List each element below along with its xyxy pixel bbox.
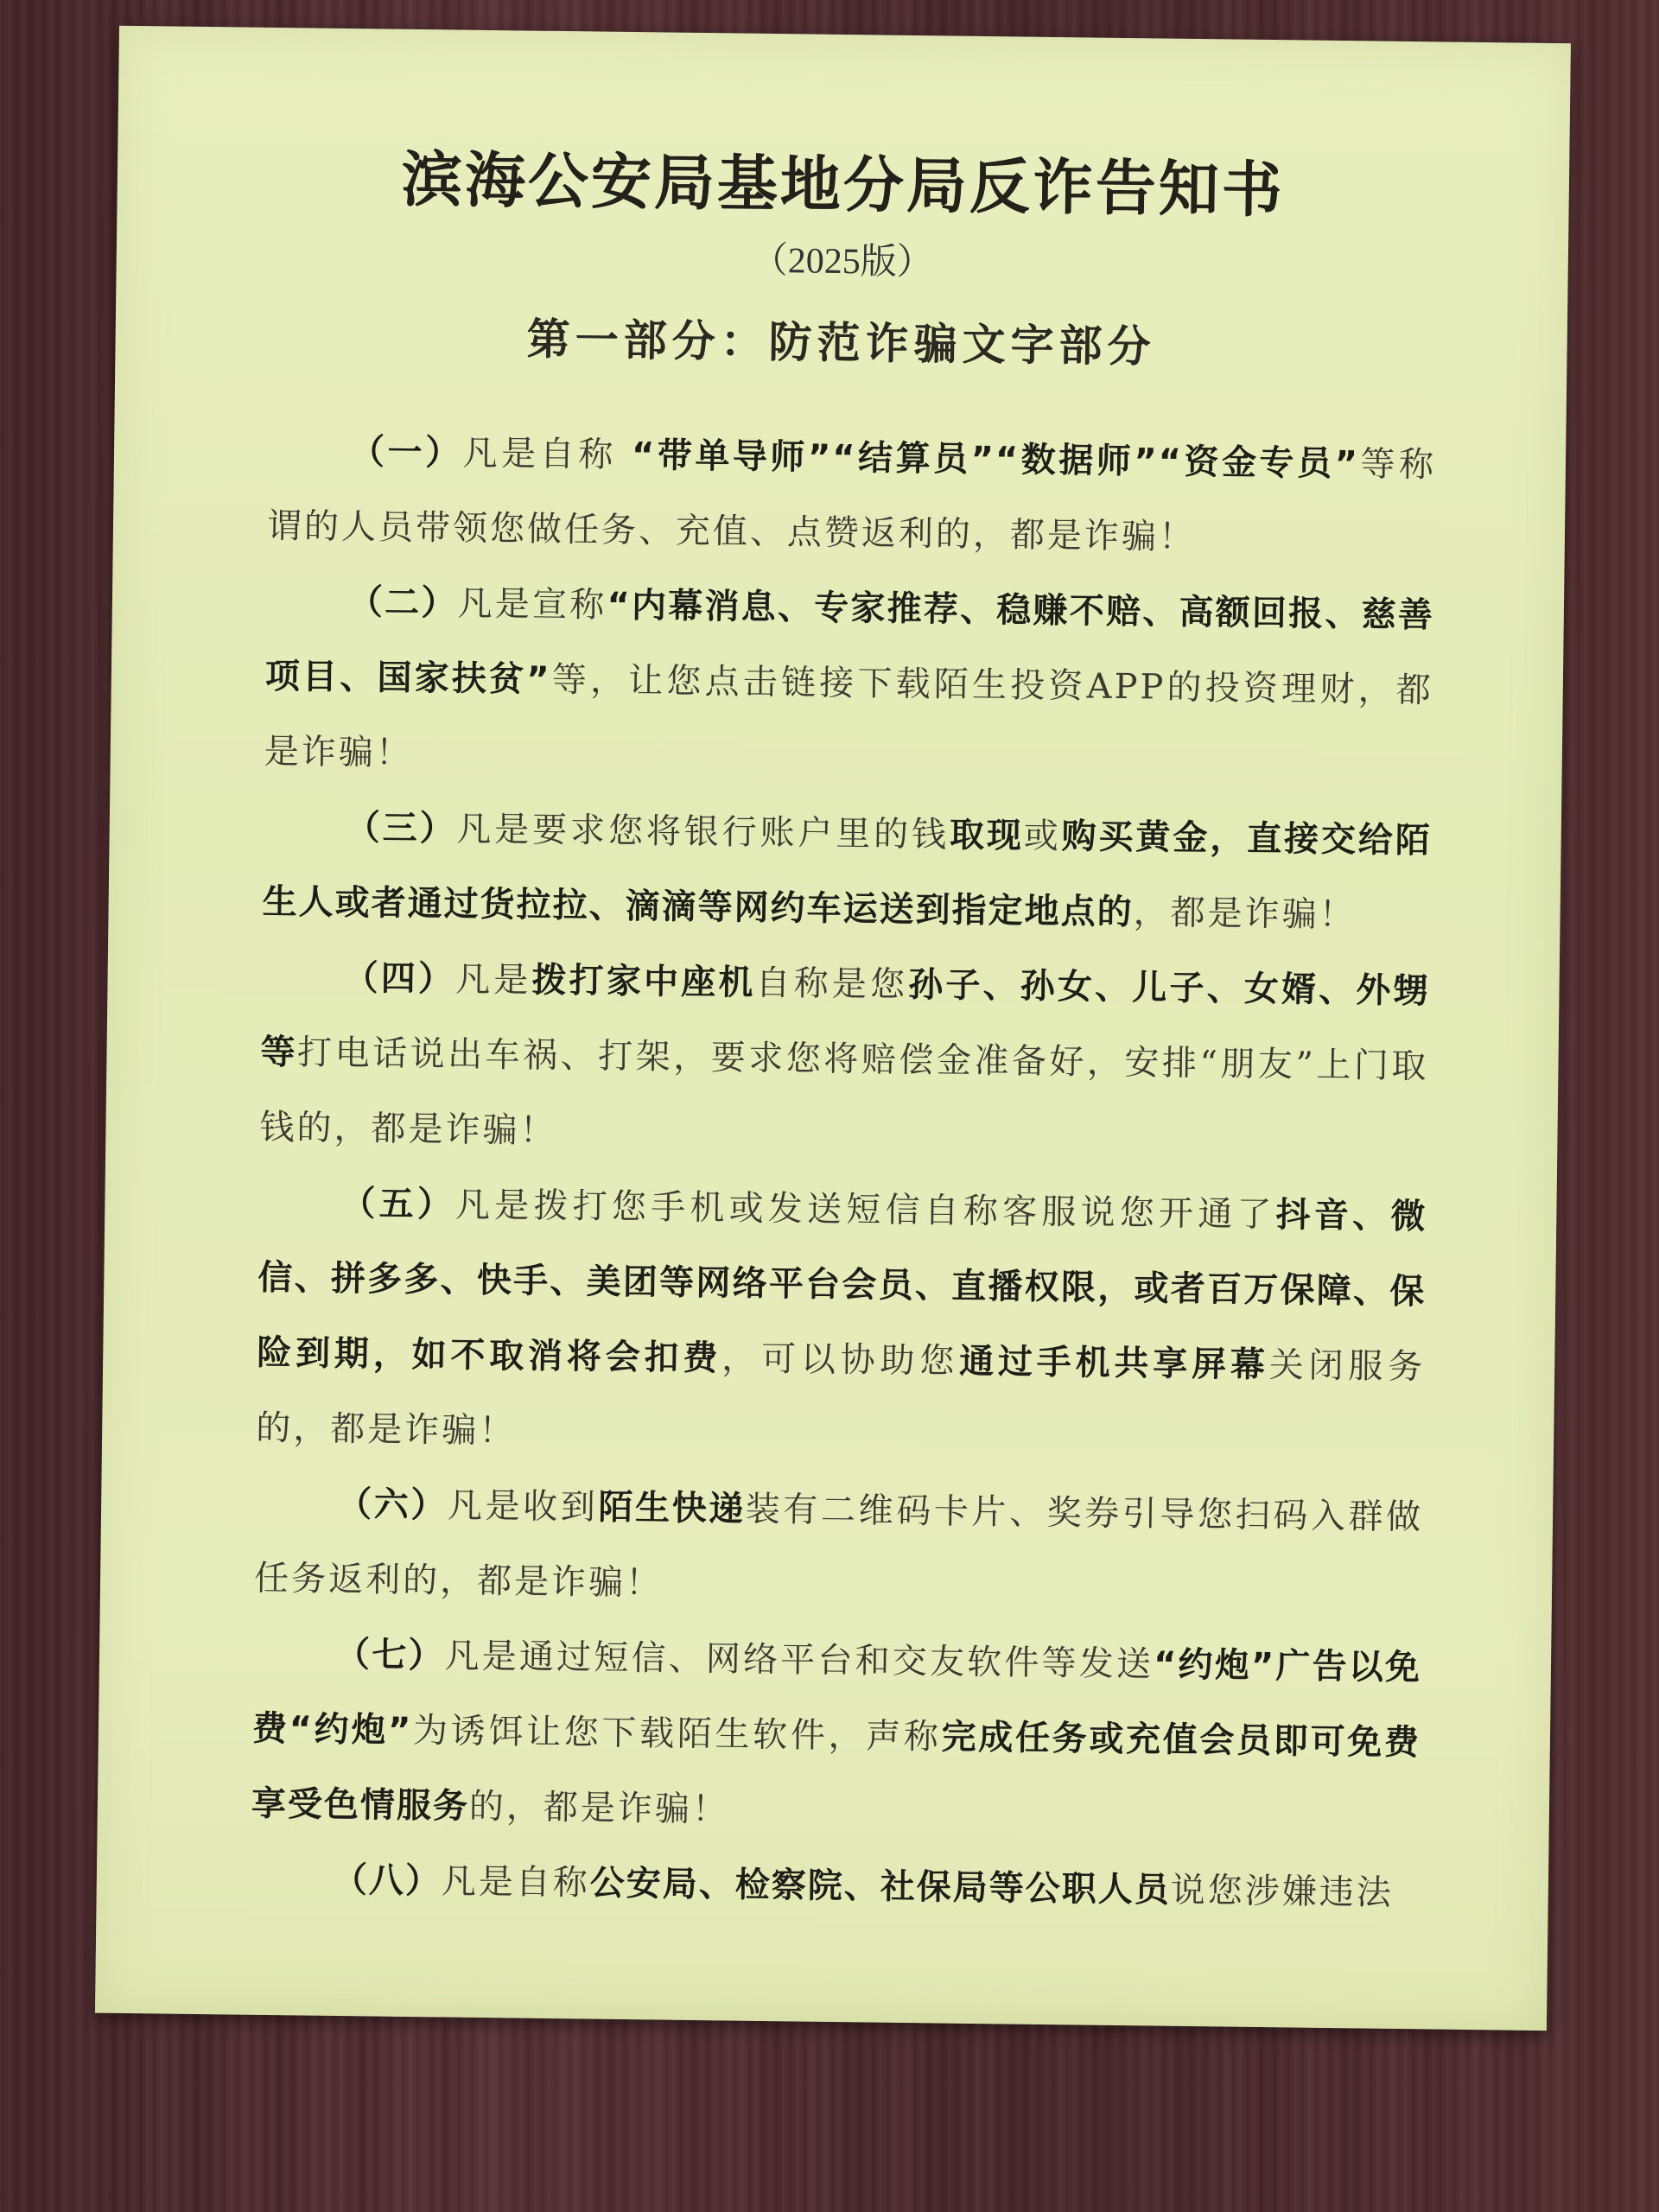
notice-item <box>266 414 1436 579</box>
item-emphasis-text: 抖音、微信、拼多多、快手、美团等网络平台会员、直播权限，或者百万保障、保险到期，如不取消将会扣费 <box>257 1195 1427 1379</box>
notice-item <box>256 1166 1427 1480</box>
document-edition: （2025版） <box>751 240 934 283</box>
notice-item <box>264 564 1434 804</box>
item-text: 凡是 <box>454 959 532 1001</box>
notice-item <box>251 1617 1421 1856</box>
section-heading: 第一部分：防范诈骗文字部分 <box>526 314 1156 372</box>
item-emphasis-text: 完成任务或充值会员即可免费享受色情服务 <box>251 1717 1421 1827</box>
item-text: ，都是诈骗！ <box>1133 893 1357 936</box>
item-emphasis-text: “带单导师”“结算员”“数据师”“资金专员” <box>631 435 1360 485</box>
item-text: 凡是收到 <box>447 1485 599 1528</box>
item-emphasis-text: 取现 <box>949 815 1025 856</box>
item-text: 为诱饵让您下载陌生软件，声称 <box>412 1711 942 1758</box>
item-text: 凡是通过短信、网络平台和交友软件等发送 <box>444 1636 1154 1685</box>
item-text: 等，让您点击链接下载陌生投资APP的投资理财，都是诈骗！ <box>264 659 1434 773</box>
item-text: 装有二维码卡片、奖券引导您扫码入群做任务返利的，都是诈骗！ <box>253 1489 1424 1604</box>
item-emphasis-text: 陌生快递 <box>598 1487 747 1529</box>
notice-item <box>254 1466 1424 1631</box>
item-text: 关闭服务的，都是诈骗！ <box>255 1345 1426 1452</box>
item-text: 说您涉嫌违法 <box>1170 1870 1395 1913</box>
item-emphasis-text: 购买黄金，直接交给陌生人或者通过货拉拉、滴滴等网约车运送到指定地点的 <box>262 817 1432 933</box>
item-emphasis-text: 通过手机共享屏幕 <box>958 1341 1270 1386</box>
item-number: （七） <box>334 1634 445 1676</box>
notice-item <box>250 1842 1419 1932</box>
item-text: 凡是自称 <box>441 1861 591 1904</box>
item-text: 凡是要求您将银行账户里的钱 <box>456 809 950 855</box>
item-number: （四） <box>343 957 456 1000</box>
notice-item <box>262 790 1432 955</box>
item-number: （二） <box>347 582 458 624</box>
item-emphasis-text: 孙子、孙女、儿子、女婿、外甥等 <box>260 964 1430 1073</box>
item-text: 或 <box>1023 816 1062 857</box>
item-emphasis-text: “内幕消息、专家推荐、稳赚不赔、高额回报、慈善项目、国家扶贫” <box>264 585 1435 700</box>
notice-items <box>250 414 1436 1931</box>
item-text: 的，都是诈骗！ <box>468 1786 730 1830</box>
item-number: （六） <box>336 1484 448 1526</box>
item-number: （八） <box>332 1859 442 1902</box>
item-text: 凡是拨打您手机或发送短信自称客服说您开通了 <box>454 1185 1276 1236</box>
item-text: 等称谓的人员带领您做任务、充值、点赞返利的，都是诈骗！ <box>266 444 1437 558</box>
item-number: （三） <box>345 808 457 849</box>
item-text: 凡是自称 <box>462 433 632 476</box>
item-text: 自称是您 <box>755 963 909 1005</box>
item-emphasis-text: 公安局、检察院、社保局等公职人员 <box>589 1863 1172 1910</box>
item-number: （五） <box>340 1183 456 1225</box>
item-emphasis-text: “约炮”广告以免费“约炮” <box>251 1644 1422 1751</box>
item-text: 打电话说出车祸、打架，要求您将赔偿金准备好，安排“朋友”上门取钱的，都是诈骗！ <box>259 1033 1429 1152</box>
notice-item <box>259 940 1430 1179</box>
item-text: 凡是宣称 <box>457 583 607 626</box>
notice-paper <box>95 26 1571 2031</box>
item-number: （一） <box>349 432 463 474</box>
item-text: ，可以协助您 <box>721 1338 960 1382</box>
item-emphasis-text: 拨打家中座机 <box>531 960 756 1003</box>
document-title: 滨海公安局基地分局反诈告知书 <box>401 143 1286 226</box>
